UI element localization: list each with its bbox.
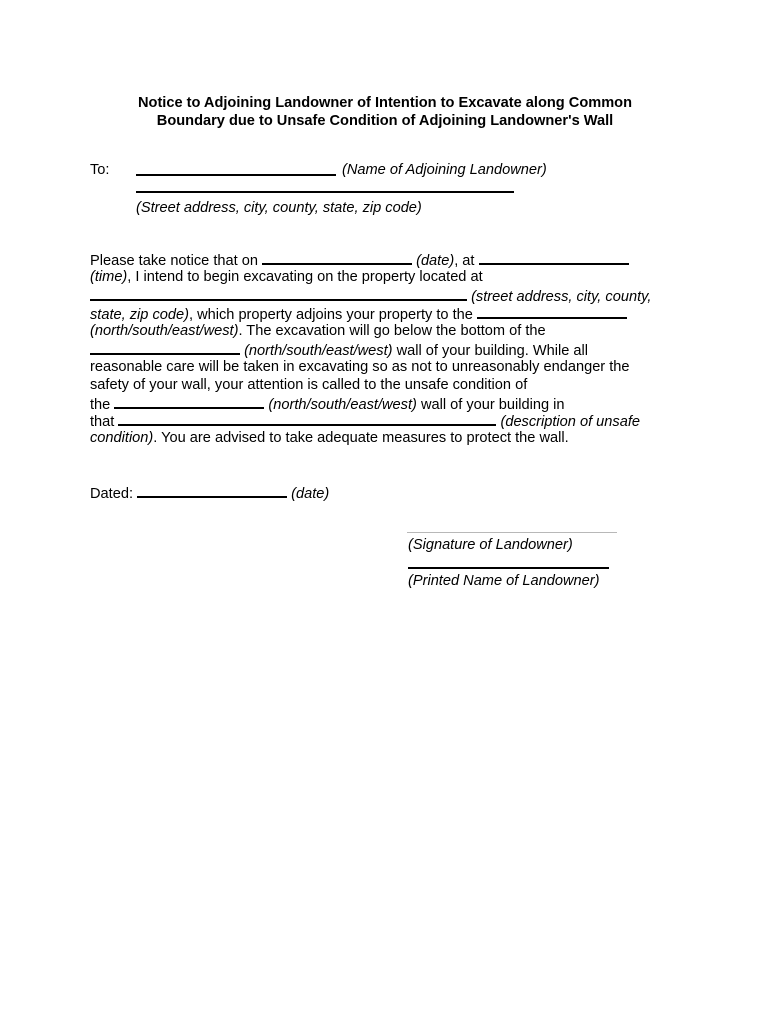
dated-date-hint: (date)	[291, 486, 330, 502]
property-address-field[interactable]	[90, 286, 467, 301]
document-title	[90, 94, 680, 130]
notice-text: that	[90, 414, 115, 430]
notice-text: wall of your building. While all	[396, 343, 589, 359]
notice-text: Please take notice that on	[90, 253, 258, 269]
excavation-date-field[interactable]	[262, 250, 412, 265]
notice-line-8: safety of your wall, your attention is called to the unsafe condition of	[90, 377, 528, 393]
unsafe-wall-direction-field[interactable]	[114, 394, 264, 409]
notice-text: . The excavation will go below the bottom of the	[238, 323, 546, 339]
adjoining-direction-hint: (north/south/east/west)	[90, 323, 239, 339]
notice-line-1	[90, 250, 629, 270]
title-line-1: Notice to Adjoining Landowner of Intention to Excavate along Common	[137, 95, 633, 111]
notice-text: wall of your building in	[420, 397, 565, 413]
unsafe-wall-direction-hint: (north/south/east/west)	[268, 397, 417, 413]
dated-label: Dated:	[90, 486, 133, 502]
notice-text: , which property adjoins your property to the	[188, 307, 473, 323]
excavation-wall-direction-field[interactable]	[90, 340, 240, 355]
excavation-wall-direction-hint: (north/south/east/west)	[244, 343, 393, 359]
adjoining-direction-field[interactable]	[477, 304, 627, 319]
landowner-address-field[interactable]	[136, 191, 514, 193]
notice-line-7: reasonable care will be taken in excavating so as not to unreasonably endanger the	[90, 359, 630, 375]
signature-field[interactable]	[407, 532, 617, 533]
notice-text: . You are advised to take adequate measures to protect the wall.	[153, 430, 569, 446]
to-label: To:	[90, 162, 110, 178]
excavation-time-field[interactable]	[479, 250, 629, 265]
dated-date-field[interactable]	[137, 483, 287, 498]
notice-line-4	[90, 304, 627, 324]
property-address-hint: (street address, city, county,	[471, 289, 652, 305]
property-address-hint-cont: state, zip code)	[90, 307, 189, 323]
notice-line-11	[90, 429, 569, 447]
notice-line-5	[90, 322, 546, 340]
unsafe-condition-hint: (description of unsafe	[500, 414, 641, 430]
landowner-name-field[interactable]	[136, 174, 336, 176]
printed-name-field[interactable]	[408, 567, 609, 569]
excavation-time-hint: (time)	[90, 269, 128, 285]
notice-line-3	[90, 286, 651, 306]
unsafe-condition-hint-cont: condition)	[90, 430, 154, 446]
landowner-address-hint: (Street address, city, county, state, zip code)	[136, 200, 422, 216]
landowner-name-hint: (Name of Adjoining Landowner)	[342, 162, 547, 178]
notice-text: , I intend to begin excavating on the property located at	[127, 269, 483, 285]
notice-line-10	[90, 411, 640, 431]
excavation-date-hint: (date)	[416, 253, 455, 269]
notice-line-2	[90, 268, 483, 286]
title-line-2: Boundary due to Unsafe Condition of Adjoining Landowner's Wall	[156, 113, 614, 129]
signature-hint: (Signature of Landowner)	[408, 537, 573, 553]
notice-text: the	[90, 397, 111, 413]
dated-line	[90, 483, 329, 503]
unsafe-condition-description-field[interactable]	[118, 411, 496, 426]
notice-text: , at	[454, 253, 475, 269]
printed-name-hint: (Printed Name of Landowner)	[408, 573, 600, 589]
notice-line-6	[90, 340, 588, 360]
